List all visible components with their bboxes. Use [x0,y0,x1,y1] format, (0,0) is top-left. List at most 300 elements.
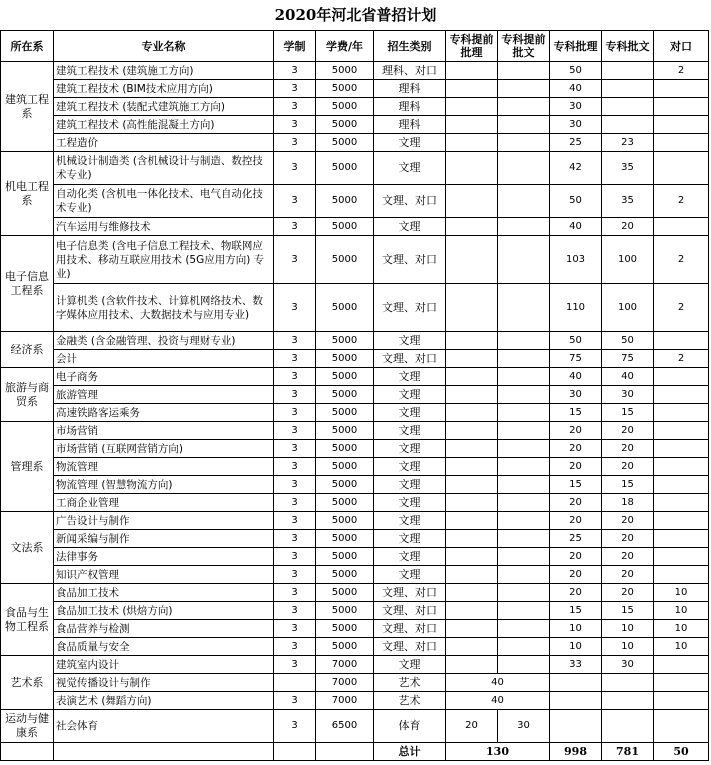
table-row [1,494,709,512]
li-cell [550,692,602,710]
duikou-cell: 2 [654,350,709,368]
fee-cell: 5000 [316,620,374,638]
fee-cell: 5000 [316,80,374,98]
fee-cell: 5000 [316,476,374,494]
department-cell: 食品与生物工程系 [1,584,54,656]
duikou-cell [654,710,709,743]
major-cell: 新闻采编与制作 [54,530,274,548]
fee-cell: 5000 [316,458,374,476]
fee-cell: 5000 [316,218,374,236]
major-cell: 知识产权管理 [54,566,274,584]
table-row [1,332,709,350]
pre-wen-cell [498,422,550,440]
pre-wen-cell [498,404,550,422]
department-cell: 建筑工程系 [1,62,54,152]
pre-wen-cell [498,134,550,152]
pre-wen-cell [498,440,550,458]
major-cell: 工商企业管理 [54,494,274,512]
duikou-cell: 10 [654,602,709,620]
category-cell: 文理 [374,548,446,566]
years-cell: 3 [274,620,316,638]
header-li: 专科批理 [550,31,602,62]
major-cell: 建筑工程技术 (高性能混凝土方向) [54,116,274,134]
total-empty-cell [274,743,316,761]
pre-li-cell [446,62,498,80]
years-cell: 3 [274,218,316,236]
pre-wen-cell [498,62,550,80]
duikou-cell [654,512,709,530]
pre-li-cell [446,422,498,440]
pre-li-cell [446,98,498,116]
duikou-cell [654,656,709,674]
table-row [1,386,709,404]
table-row [1,116,709,134]
pre-li-cell [446,80,498,98]
table-row [1,692,709,710]
duikou-cell [654,152,709,185]
category-cell: 文理 [374,494,446,512]
table-row [1,284,709,332]
fee-cell: 6500 [316,710,374,743]
header-dept: 所在系 [1,31,54,62]
total-empty-cell [316,743,374,761]
pre-wen-cell [498,218,550,236]
years-cell [274,674,316,692]
major-cell: 工程造价 [54,134,274,152]
header-fee: 学费/年 [316,31,374,62]
wen-cell: 100 [602,236,654,284]
major-cell: 会计 [54,350,274,368]
pre-wen-cell [498,185,550,218]
category-cell: 文理 [374,404,446,422]
pre-wen-cell [498,116,550,134]
li-cell: 15 [550,476,602,494]
fee-cell: 5000 [316,548,374,566]
fee-cell: 5000 [316,368,374,386]
years-cell: 3 [274,566,316,584]
li-cell: 25 [550,134,602,152]
pre-li-cell [446,584,498,602]
wen-cell: 30 [602,386,654,404]
category-cell: 文理 [374,422,446,440]
wen-cell [602,116,654,134]
li-cell [550,674,602,692]
duikou-cell [654,476,709,494]
years-cell: 3 [274,584,316,602]
fee-cell: 5000 [316,185,374,218]
department-cell: 旅游与商贸系 [1,368,54,422]
years-cell: 3 [274,116,316,134]
major-cell: 法律事务 [54,548,274,566]
wen-cell: 40 [602,368,654,386]
wen-cell [602,98,654,116]
li-cell [550,710,602,743]
years-cell: 3 [274,458,316,476]
category-cell: 文理 [374,656,446,674]
wen-cell: 20 [602,530,654,548]
pre-li-cell [446,284,498,332]
years-cell: 3 [274,692,316,710]
pre-wen-cell [498,236,550,284]
duikou-cell [654,674,709,692]
duikou-cell [654,80,709,98]
pre-wen-cell [498,368,550,386]
major-cell: 市场营销 [54,422,274,440]
major-cell: 汽车运用与维修技术 [54,218,274,236]
major-cell: 计算机类 (含软件技术、计算机网络技术、数字媒体应用技术、大数据技术与应用专业) [54,284,274,332]
fee-cell: 5000 [316,584,374,602]
table-row [1,218,709,236]
pre-wen-cell [498,476,550,494]
pre-wen-cell [498,638,550,656]
wen-cell: 20 [602,548,654,566]
duikou-cell [654,218,709,236]
li-cell: 75 [550,350,602,368]
major-cell: 食品加工技术 (烘焙方向) [54,602,274,620]
table-row [1,368,709,386]
li-cell: 50 [550,185,602,218]
category-cell: 艺术 [374,674,446,692]
pre-wen-cell [498,602,550,620]
department-cell: 文法系 [1,512,54,584]
li-cell: 15 [550,404,602,422]
pre-li-cell [446,548,498,566]
years-cell: 3 [274,368,316,386]
duikou-cell [654,368,709,386]
department-cell: 艺术系 [1,656,54,710]
duikou-cell: 10 [654,620,709,638]
fee-cell: 5000 [316,62,374,80]
years-cell: 3 [274,710,316,743]
wen-cell: 20 [602,566,654,584]
years-cell: 3 [274,404,316,422]
fee-cell: 5000 [316,350,374,368]
pre-wen-cell [498,494,550,512]
years-cell: 3 [274,530,316,548]
duikou-cell [654,386,709,404]
total-row [1,743,709,761]
wen-cell: 18 [602,494,654,512]
table-row [1,134,709,152]
fee-cell: 5000 [316,566,374,584]
major-cell: 视觉传播设计与制作 [54,674,274,692]
category-cell: 文理 [374,332,446,350]
wen-cell: 15 [602,602,654,620]
total-duikou: 50 [654,743,709,761]
li-cell: 110 [550,284,602,332]
wen-cell: 20 [602,422,654,440]
header-wen: 专科批文 [602,31,654,62]
major-cell: 食品质量与安全 [54,638,274,656]
table-row [1,236,709,284]
table-row [1,602,709,620]
li-cell: 42 [550,152,602,185]
pre-wen-cell [498,512,550,530]
department-cell: 管理系 [1,422,54,512]
category-cell: 文理、对口 [374,236,446,284]
major-cell: 市场营销 (互联网营销方向) [54,440,274,458]
total-li: 998 [550,743,602,761]
department-cell: 机电工程系 [1,152,54,236]
pre-li-cell [446,404,498,422]
pre-wen-cell [498,98,550,116]
table-row [1,404,709,422]
pre-wen-cell: 30 [498,710,550,743]
wen-cell: 15 [602,404,654,422]
pre-li-cell [446,602,498,620]
category-cell: 文理 [374,368,446,386]
li-cell: 33 [550,656,602,674]
wen-cell: 35 [602,152,654,185]
fee-cell: 5000 [316,602,374,620]
wen-cell [602,80,654,98]
department-cell: 经济系 [1,332,54,368]
category-cell: 文理、对口 [374,638,446,656]
fee-cell: 5000 [316,638,374,656]
duikou-cell [654,692,709,710]
years-cell: 3 [274,236,316,284]
pre-wen-cell [498,152,550,185]
category-cell: 文理 [374,218,446,236]
header-major: 专业名称 [54,31,274,62]
page-title: 2020年河北省普招计划 [274,6,437,24]
duikou-cell [654,458,709,476]
wen-cell [602,692,654,710]
duikou-cell: 10 [654,584,709,602]
li-cell: 30 [550,386,602,404]
table-row [1,584,709,602]
header-pre-wen: 专科提前批文 [498,31,550,62]
years-cell: 3 [274,98,316,116]
table-row [1,566,709,584]
pre-li-cell [446,152,498,185]
fee-cell: 5000 [316,494,374,512]
major-cell: 社会体育 [54,710,274,743]
header-pre-li: 专科提前批理 [446,31,498,62]
li-cell: 20 [550,494,602,512]
duikou-cell [654,404,709,422]
wen-cell: 20 [602,512,654,530]
fee-cell: 5000 [316,512,374,530]
enrollment-table [0,30,709,761]
years-cell: 3 [274,185,316,218]
pre-li-cell [446,440,498,458]
category-cell: 文理 [374,566,446,584]
category-cell: 文理、对口 [374,350,446,368]
pre-li-cell [446,332,498,350]
pre-li-cell: 20 [446,710,498,743]
pre-li-cell [446,185,498,218]
pre-wen-cell [498,458,550,476]
table-row [1,98,709,116]
pre-li-cell [446,116,498,134]
years-cell: 3 [274,476,316,494]
li-cell: 10 [550,638,602,656]
duikou-cell [654,98,709,116]
fee-cell: 5000 [316,134,374,152]
category-cell: 文理 [374,530,446,548]
major-cell: 建筑工程技术 (BIM技术应用方向) [54,80,274,98]
fee-cell: 5000 [316,284,374,332]
total-pre: 130 [446,743,550,761]
li-cell: 20 [550,512,602,530]
fee-cell: 5000 [316,422,374,440]
header-row [1,31,709,62]
pre-wen-cell [498,332,550,350]
category-cell: 文理、对口 [374,284,446,332]
duikou-cell [654,530,709,548]
table-row [1,674,709,692]
category-cell: 文理、对口 [374,584,446,602]
pre-li-cell [446,236,498,284]
fee-cell: 7000 [316,656,374,674]
years-cell: 3 [274,512,316,530]
pre-li-cell [446,620,498,638]
years-cell: 3 [274,638,316,656]
major-cell: 物流管理 [54,458,274,476]
wen-cell: 10 [602,620,654,638]
fee-cell: 5000 [316,98,374,116]
major-cell: 表演艺术 (舞蹈方向) [54,692,274,710]
major-cell: 建筑工程技术 (装配式建筑施工方向) [54,98,274,116]
fee-cell: 7000 [316,692,374,710]
years-cell: 3 [274,422,316,440]
total-label: 总计 [374,743,446,761]
table-row [1,62,709,80]
fee-cell: 5000 [316,152,374,185]
pre-wen-cell [498,80,550,98]
header-category: 招生类别 [374,31,446,62]
department-cell: 运动与健康系 [1,710,54,743]
table-row [1,185,709,218]
li-cell: 20 [550,458,602,476]
pre-wen-cell [498,350,550,368]
pre-li-cell [446,566,498,584]
duikou-cell [654,494,709,512]
category-cell: 文理 [374,458,446,476]
fee-cell: 5000 [316,530,374,548]
pre-li-cell [446,656,498,674]
duikou-cell [654,440,709,458]
duikou-cell: 2 [654,62,709,80]
total-wen: 781 [602,743,654,761]
wen-cell: 23 [602,134,654,152]
pre-li-cell [446,512,498,530]
years-cell: 3 [274,152,316,185]
category-cell: 艺术 [374,692,446,710]
li-cell: 25 [550,530,602,548]
duikou-cell [654,548,709,566]
li-cell: 50 [550,62,602,80]
pre-wen-cell [498,656,550,674]
duikou-cell [654,332,709,350]
table-row [1,422,709,440]
li-cell: 20 [550,548,602,566]
li-cell: 20 [550,584,602,602]
major-cell: 建筑工程技术 (建筑施工方向) [54,62,274,80]
major-cell: 机械设计制造类 (含机械设计与制造、数控技术专业) [54,152,274,185]
pre-batch-merged-cell: 40 [446,674,550,692]
years-cell: 3 [274,494,316,512]
department-cell: 电子信息工程系 [1,236,54,332]
wen-cell: 20 [602,218,654,236]
wen-cell: 20 [602,440,654,458]
li-cell: 10 [550,620,602,638]
category-cell: 理科、对口 [374,62,446,80]
pre-li-cell [446,218,498,236]
li-cell: 40 [550,368,602,386]
total-empty-cell [54,743,274,761]
duikou-cell [654,134,709,152]
table-row [1,458,709,476]
major-cell: 物流管理 (智慧物流方向) [54,476,274,494]
major-cell: 广告设计与制作 [54,512,274,530]
pre-li-cell [446,386,498,404]
duikou-cell: 2 [654,284,709,332]
header-years: 学制 [274,31,316,62]
category-cell: 理科 [374,98,446,116]
years-cell: 3 [274,62,316,80]
li-cell: 40 [550,80,602,98]
duikou-cell [654,422,709,440]
category-cell: 文理 [374,386,446,404]
li-cell: 30 [550,98,602,116]
pre-wen-cell [498,284,550,332]
table-row [1,476,709,494]
category-cell: 体育 [374,710,446,743]
pre-li-cell [446,368,498,386]
li-cell: 20 [550,422,602,440]
years-cell: 3 [274,656,316,674]
major-cell: 建筑室内设计 [54,656,274,674]
pre-li-cell [446,458,498,476]
category-cell: 理科 [374,116,446,134]
major-cell: 食品营养与检测 [54,620,274,638]
wen-cell: 50 [602,332,654,350]
fee-cell: 5000 [316,386,374,404]
years-cell: 3 [274,284,316,332]
table-row [1,440,709,458]
fee-cell: 5000 [316,116,374,134]
duikou-cell: 2 [654,185,709,218]
major-cell: 旅游管理 [54,386,274,404]
wen-cell: 15 [602,476,654,494]
category-cell: 文理 [374,440,446,458]
years-cell: 3 [274,80,316,98]
total-empty-cell [1,743,54,761]
major-cell: 食品加工技术 [54,584,274,602]
wen-cell: 20 [602,584,654,602]
fee-cell: 5000 [316,404,374,422]
pre-li-cell [446,638,498,656]
duikou-cell: 10 [654,638,709,656]
wen-cell: 30 [602,656,654,674]
wen-cell: 100 [602,284,654,332]
table-row [1,152,709,185]
years-cell: 3 [274,386,316,404]
major-cell: 电子信息类 (含电子信息工程技术、物联网应用技术、移动互联应用技术 (5G应用方向) 专业) [54,236,274,284]
table-row [1,620,709,638]
category-cell: 文理、对口 [374,185,446,218]
duikou-cell [654,116,709,134]
table-row [1,530,709,548]
years-cell: 3 [274,548,316,566]
li-cell: 50 [550,332,602,350]
wen-cell: 10 [602,638,654,656]
pre-wen-cell [498,530,550,548]
fee-cell: 5000 [316,440,374,458]
pre-li-cell [446,530,498,548]
